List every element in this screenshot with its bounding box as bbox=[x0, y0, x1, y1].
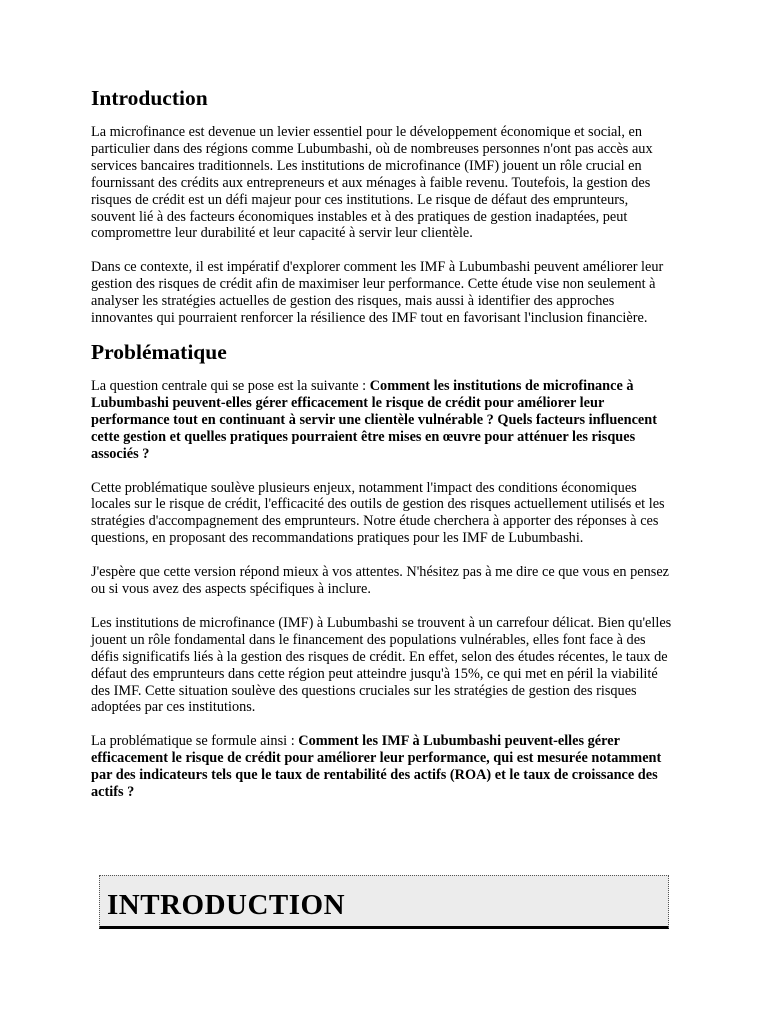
central-question-intro: La question centrale qui se pose est la suivante : bbox=[91, 377, 370, 394]
problematique-heading: Problématique bbox=[91, 339, 227, 364]
central-question-bold: Comment les institutions de microfinance à Lubumbashi peuvent-elles gérer efficacement le risque de crédit pour améliorer leur performance tout en continuant à servir une clientèle vulnérable ? Quels facteurs influencent cette gestion et quelles pratiques pourraient être mises en œuvre pour atténuer les risques associés ? bbox=[91, 377, 657, 462]
document-body bbox=[91, 80, 676, 801]
formulation-intro: La problématique se formule ainsi : bbox=[91, 733, 299, 750]
problematique-paragraph-2: Cette problématique soulève plusieurs enjeux, notamment l'impact des conditions économiques locales sur le risque de crédit, l'efficacité des outils de gestion des risques actuellement utilisés et les stratégies d'accompagnement des emprunteurs. Notre étude cherchera à apporter des réponses à ces questions, en proposant des recommandations pratiques pour les IMF de Lubumbashi. bbox=[91, 479, 665, 547]
formulation-bold: Comment les IMF à Lubumbashi peuvent-elles gérer efficacement le risque de crédit pour améliorer leur performance, qui est mesurée notamment par des indicateurs tels que le taux de rentabilité des actifs (ROA) et le taux de croissance des actifs ? bbox=[91, 733, 662, 801]
problematique-formulation-paragraph bbox=[91, 733, 676, 801]
central-question-paragraph bbox=[91, 378, 676, 463]
introduction-heading: Introduction bbox=[91, 86, 208, 110]
introduction-paragraph-2: Dans ce contexte, il est impératif d'explorer comment les IMF à Lubumbashi peuvent améliorer leur gestion des risques de crédit afin de maximiser leur performance. Cette étude vise non seulement à analyser les stratégies actuelles de gestion des risques, mais aussi à identifier des approches innovantes qui pourraient renforcer la résilience des IMF tout en favorisant l'inclusion financière. bbox=[91, 259, 664, 327]
introduction-paragraph-1: La microfinance est devenue un levier essentiel pour le développement économique et social, en particulier dans des régions comme Lubumbashi, où de nombreuses personnes n'ont pas accès aux services bancaires traditionnels. Les institutions de microfinance (IMF) jouent un rôle crucial en fournissant des crédits aux entrepreneurs et aux ménages à faible revenu. Toutefois, la gestion des risques de crédit est un défi majeur pour ces institutions. Le risque de défaut des emprunteurs, souvent lié à des facteurs économiques instables et à des pratiques de gestion inadaptées, peut compromettre leur durabilité et leur capacité à servir leur clientèle. bbox=[91, 124, 653, 242]
boxed-introduction-heading: INTRODUCTION bbox=[107, 889, 346, 921]
problematique-paragraph-3: J'espère que cette version répond mieux à vos attentes. N'hésitez pas à me dire ce que vous en pensez ou si vous avez des aspects spécifiques à inclure. bbox=[91, 564, 670, 598]
boxed-heading-frame bbox=[99, 875, 669, 929]
problematique-paragraph-4: Les institutions de microfinance (IMF) à Lubumbashi se trouvent à un carrefour délicat. Bien qu'elles jouent un rôle fondamental dans le financement des populations vulnérables, elles font face à des défis significatifs liés à la gestion des risques de crédit. En effet, selon des études récentes, le taux de défaut des emprunteurs dans cette région peut atteindre jusqu'à 15%, ce qui met en péril la viabilité des IMF. Cette situation soulève des questions cruciales sur les stratégies de gestion des risques adoptées par ces institutions. bbox=[91, 614, 672, 716]
